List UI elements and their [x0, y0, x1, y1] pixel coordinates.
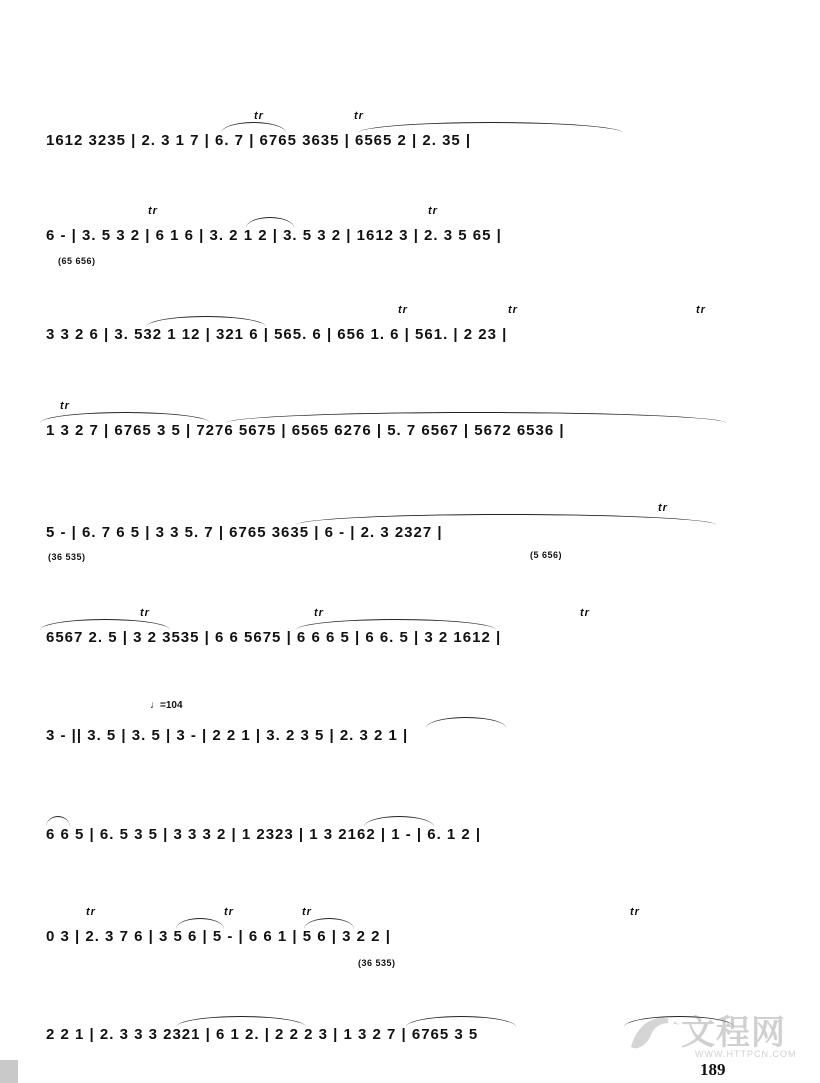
slur	[296, 514, 716, 525]
notation-text: 1 3 2 7 | 6765 3 5 | 7276 5675 | 6565 6276 | 5. 7 6567 | 5672 6536 |	[46, 422, 565, 439]
slur	[406, 1016, 516, 1027]
staff-line-2	[46, 205, 736, 247]
slur	[221, 122, 286, 133]
slur	[246, 217, 294, 228]
trill-mark: tr	[630, 906, 640, 918]
notation-text: 6 - | 3. 5 3 2 | 6 1 6 | 3. 2 1 2 | 3. 5 3 2 | 1612 3 | 2. 3 5 65 |	[46, 227, 502, 244]
tempo-marking: ♩=104	[150, 700, 183, 711]
notation-text: 3 - || 3. 5 | 3. 5 | 3 - | 2 2 1 | 3. 2 3 5 | 2. 3 2 1 |	[46, 727, 409, 744]
scan-edge	[0, 1060, 18, 1083]
staff-line-6	[46, 607, 736, 649]
notation-text: 2 2 1 | 2. 3 3 3 2321 | 6 1 2. | 2 2 2 3 | 1 3 2 7 | 6765 3 5	[46, 1026, 479, 1043]
notation-text: 6567 2. 5 | 3 2 3535 | 6 6 5675 | 6 6 6 5 | 6 6. 5 | 3 2 1612 |	[46, 629, 502, 646]
grace-note-group: (36 535)	[358, 958, 396, 968]
notation-text: 5 - | 6. 7 6 5 | 3 3 5. 7 | 6765 3635 | 6 - | 2. 3 2327 |	[46, 524, 443, 541]
watermark-url: WWW.HTTPCN.COM	[695, 1049, 797, 1059]
dragon-logo-icon	[625, 1007, 685, 1057]
slur	[426, 717, 506, 728]
staff-line-4	[46, 400, 736, 442]
trill-mark: tr	[314, 607, 324, 619]
trill-mark: tr	[580, 607, 590, 619]
staff-line-8	[46, 826, 736, 846]
grace-note-group: (65 656)	[58, 256, 96, 266]
notation-text: 0 3 | 2. 3 7 6 | 3 5 6 | 5 - | 6 6 1 | 5 6 | 3 2 2 |	[46, 928, 391, 945]
staff-line-3	[46, 304, 736, 346]
staff-line-7	[46, 727, 736, 747]
trill-mark: tr	[140, 607, 150, 619]
staff-line-5	[46, 502, 736, 544]
trill-mark: tr	[86, 906, 96, 918]
trill-mark: tr	[254, 110, 264, 122]
trill-mark: tr	[696, 304, 706, 316]
trill-mark: tr	[398, 304, 408, 316]
slur	[46, 816, 70, 827]
trill-mark: tr	[428, 205, 438, 217]
slur	[296, 619, 496, 630]
staff-line-1	[46, 110, 736, 152]
slur	[176, 1016, 306, 1027]
slur	[226, 412, 726, 423]
grace-note-group: (36 535)	[48, 552, 86, 562]
slur	[364, 816, 434, 827]
page-number: 189	[700, 1060, 726, 1079]
slur	[176, 918, 224, 929]
trill-mark: tr	[508, 304, 518, 316]
slur	[304, 918, 354, 929]
trill-mark: tr	[354, 110, 364, 122]
staff-line-9	[46, 906, 736, 948]
notation-text: 6 6 5 | 6. 5 3 5 | 3 3 3 2 | 1 2323 | 1 3 2162 | 1 - | 6. 1 2 |	[46, 826, 482, 843]
trill-mark: tr	[658, 502, 668, 514]
notation-text: 1612 3235 | 2. 3 1 7 | 6. 7 | 6765 3635 | 6565 2 | 2. 35 |	[46, 132, 472, 149]
slur	[40, 412, 210, 423]
slur	[358, 122, 623, 133]
trill-mark: tr	[60, 400, 70, 412]
grace-note-group: (5 656)	[530, 550, 563, 560]
slur	[146, 316, 266, 327]
watermark-brand: 文程网	[681, 1014, 786, 1052]
notation-text: 3 3 2 6 | 3. 532 1 12 | 321 6 | 565. 6 | 656 1. 6 | 561. | 2 23 |	[46, 326, 508, 343]
trill-mark: tr	[224, 906, 234, 918]
slur	[40, 619, 170, 630]
trill-mark: tr	[302, 906, 312, 918]
site-watermark	[625, 1005, 805, 1063]
trill-mark: tr	[148, 205, 158, 217]
